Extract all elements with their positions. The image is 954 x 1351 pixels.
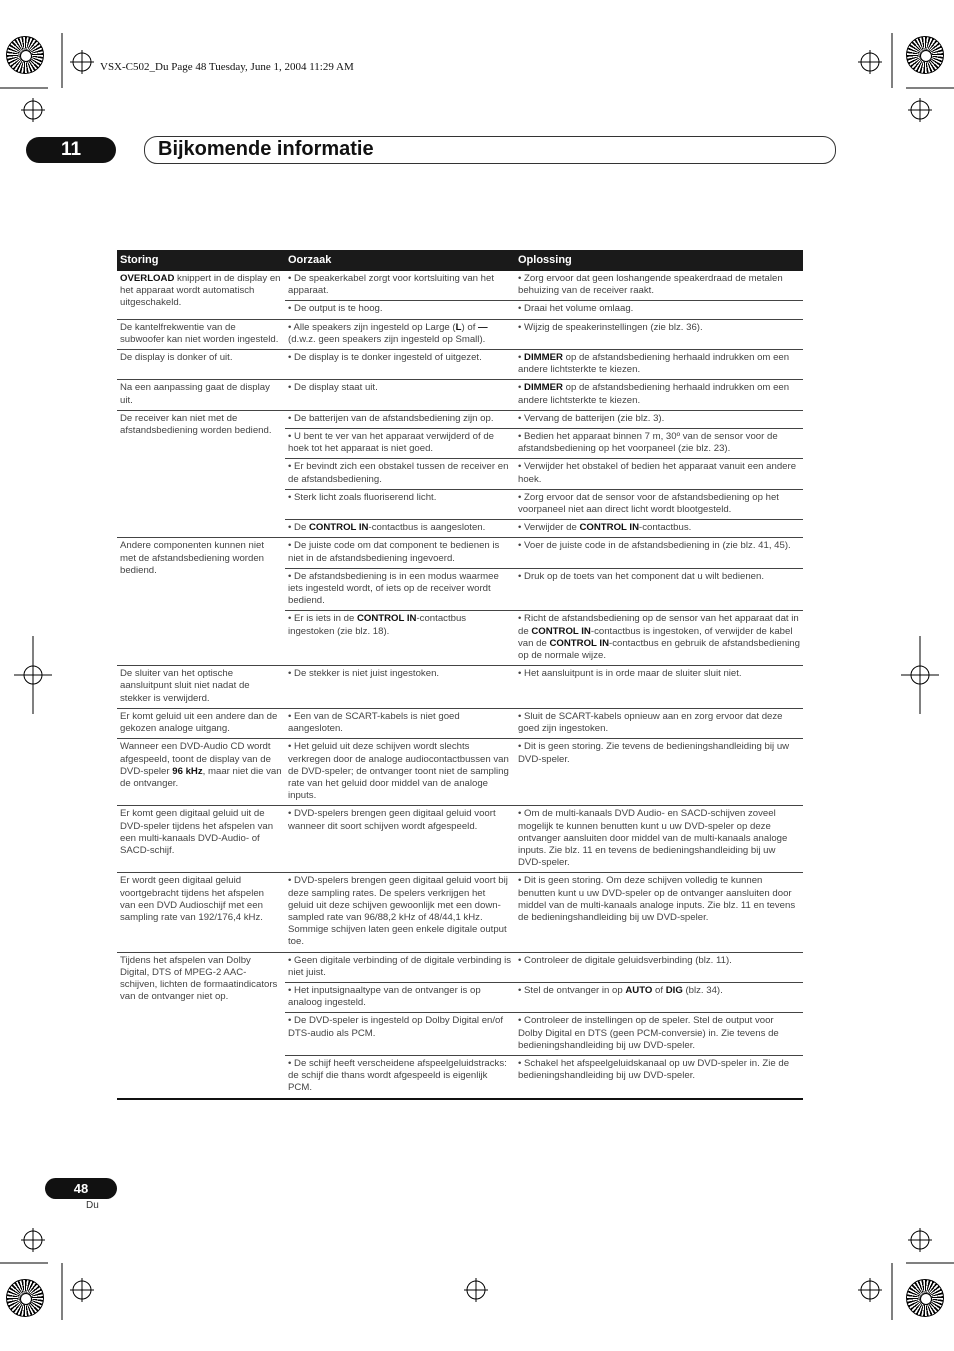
page-language: Du <box>86 1200 99 1211</box>
cell-storing: Wanneer een DVD-Audio CD wordt afgespeeld, toont de display van de DVD-speler 96 kHz, maar niet die van de ontvanger. <box>117 739 285 806</box>
cell-oorzaak: • Het geluid uit deze schijven wordt slechts verkregen door de analoge audiocontactbussen van de DVD-speler; de ontvanger toont niet de sampling rate van het geluid door middel van de analoge inputs. <box>285 739 515 806</box>
cell-oplossing: • Bedien het apparaat binnen 7 m, 30º van de sensor voor de afstandsbediening op het voorpaneel (zie blz. 23). <box>515 429 803 459</box>
table-row <box>117 708 803 738</box>
troubleshooting-table <box>117 250 803 1100</box>
table-row <box>117 806 803 873</box>
cell-storing: Tijdens het afspelen van Dolby Digital, DTS of MPEG-2 AAC-schijven, lichten de formaatindicators van de ontvanger niet op. <box>117 952 285 1099</box>
cell-storing: De receiver kan niet met de afstandsbediening worden bediend. <box>117 410 285 538</box>
cell-oorzaak: • De speakerkabel zorgt voor kortsluiting van het apparaat. <box>285 271 515 301</box>
cell-oplossing: • Schakel het afspeelgeluidskanaal op uw DVD-speler in. Zie de bedieningshandleiding bij uw DVD-speler. <box>515 1055 803 1098</box>
registration-star-mark <box>6 1279 44 1317</box>
table-row <box>117 410 803 428</box>
cell-oplossing: • Verwijder het obstakel of bedien het apparaat vanuit een andere hoek. <box>515 459 803 489</box>
cell-oorzaak: • De batterijen van de afstandsbediening zijn op. <box>285 410 515 428</box>
cell-storing: De display is donker of uit. <box>117 350 285 380</box>
cell-oorzaak: • DVD-spelers brengen geen digitaal geluid voort bij deze sampling rates. De spelers verkrijgen het geluid uit deze schijven gewoonlijk met een down-sampled rate van 96/88,2 kHz of 48/44,1 kHz. Sommige schijven laten geen enkele digitale output toe. <box>285 873 515 952</box>
print-header: VSX-C502_Du Page 48 Tuesday, June 1, 2004 11:29 AM <box>100 61 354 73</box>
table-row <box>117 380 803 410</box>
cell-oplossing: • Sluit de SCART-kabels opnieuw aan en zorg ervoor dat deze goed zijn ingestoken. <box>515 708 803 738</box>
cell-oplossing: • Om de multi-kanaals DVD Audio- en SACD-schijven zoveel mogelijk te kunnen benutten kunt u uw DVD-speler op deze ontvanger aansluiten door middel van de multi-kanaals analoge inputs. Zie blz. 11 en tevens de bedieningshandleiding bij uw DVD-speler. <box>515 806 803 873</box>
cell-oorzaak: • De output is te hoog. <box>285 301 515 319</box>
cell-oorzaak: • De afstandsbediening is in een modus waarmee iets ingesteld wordt, of iets op de receiver wordt bediend. <box>285 568 515 611</box>
cell-oorzaak: • U bent te ver van het apparaat verwijderd of de hoek tot het apparaat is niet goed. <box>285 429 515 459</box>
cell-oplossing: • Voer de juiste code in de afstandsbediening in (zie blz. 41, 45). <box>515 538 803 568</box>
cell-storing: De kantelfrekwentie van de subwoofer kan niet worden ingesteld. <box>117 319 285 349</box>
column-header-storing: Storing <box>117 250 285 271</box>
table-body <box>117 271 803 1099</box>
cell-oorzaak: • Een van de SCART-kabels is niet goed aangesloten. <box>285 708 515 738</box>
cell-oorzaak: • De DVD-speler is ingesteld op Dolby Digital en/of DTS-audio als PCM. <box>285 1013 515 1056</box>
cell-oplossing: • Zorg ervoor dat geen loshangende speakerdraad de metalen behuizing van de receiver raakt. <box>515 271 803 301</box>
cell-oplossing: • Dit is geen storing. Zie tevens de bedieningshandleiding bij uw DVD-speler. <box>515 739 803 806</box>
cell-oorzaak: • Sterk licht zoals fluoriserend licht. <box>285 489 515 519</box>
cell-oplossing: • Verwijder de CONTROL IN-contactbus. <box>515 520 803 538</box>
cell-oplossing: • DIMMER op de afstandsbediening herhaald indrukken om een andere lichtsterkte te kiezen. <box>515 350 803 380</box>
table-row <box>117 952 803 982</box>
cell-storing: De sluiter van het optische aansluitpunt sluit niet nadat de stekker is verwijderd. <box>117 666 285 709</box>
cell-oplossing: • DIMMER op de afstandsbediening herhaald indrukken om een andere lichtsterkte te kiezen. <box>515 380 803 410</box>
cell-oorzaak: • Geen digitale verbinding of de digitale verbinding is niet juist. <box>285 952 515 982</box>
column-header-oplossing: Oplossing <box>515 250 803 271</box>
cell-oorzaak: • Er bevindt zich een obstakel tussen de receiver en de afstandsbediening. <box>285 459 515 489</box>
registration-star-mark <box>906 1279 944 1317</box>
cell-oplossing: • Wijzig de speakerinstellingen (zie blz. 36). <box>515 319 803 349</box>
cell-storing: Er komt geen digitaal geluid uit de DVD-speler tijdens het afspelen van een multi-kanaals DVD-Audio- of SACD-schijf. <box>117 806 285 873</box>
table-row <box>117 271 803 301</box>
registration-star-mark <box>6 36 44 74</box>
cell-oorzaak: • De schijf heeft verscheidene afspeelgeluidstracks: de schijf die thans wordt afgespeeld is eigenlijk PCM. <box>285 1055 515 1098</box>
cell-oplossing: • Zorg ervoor dat de sensor voor de afstandsbediening op het voorpaneel niet aan direct licht wordt blootgesteld. <box>515 489 803 519</box>
cell-oplossing: • Dit is geen storing. Om deze schijven volledig te kunnen benutten kunt u uw DVD-speler op de ontvanger aansluiten door middel van de multi-kanaals analoge inputs. Zie blz. 11 en tevens de bedieningshandleiding bij uw DVD-speler. <box>515 873 803 952</box>
cell-storing: OVERLOAD knippert in de display en het apparaat wordt automatisch uitgeschakeld. <box>117 271 285 319</box>
cell-oplossing: • Het aansluitpunt is in orde maar de sluiter sluit niet. <box>515 666 803 709</box>
chapter-title: Bijkomende informatie <box>158 138 374 160</box>
cell-oplossing: • Stel de ontvanger in op AUTO of DIG (blz. 34). <box>515 982 803 1012</box>
column-header-oorzaak: Oorzaak <box>285 250 515 271</box>
cell-storing: Na een aanpassing gaat de display uit. <box>117 380 285 410</box>
table-row <box>117 350 803 380</box>
cell-oplossing: • Richt de afstandsbediening op de sensor van het apparaat dat in de CONTROL IN-contactbus is ingestoken, of verwijder de kabel van de CONTROL IN-contactbus en gebruik de afstandsbediening op de normale wijze. <box>515 611 803 666</box>
cell-oorzaak: • Het inputsignaaltype van de ontvanger is op analoog ingesteld. <box>285 982 515 1012</box>
cell-storing: Er komt geluid uit een andere dan de gekozen analoge uitgang. <box>117 708 285 738</box>
cell-oorzaak: • De display staat uit. <box>285 380 515 410</box>
cell-oplossing: • Controleer de digitale geluidsverbinding (blz. 11). <box>515 952 803 982</box>
table-header-row <box>117 250 803 271</box>
cell-oorzaak: • De juiste code om dat component te bedienen is niet in de afstandsbediening ingevoerd. <box>285 538 515 568</box>
cell-oorzaak: • De display is te donker ingesteld of uitgezet. <box>285 350 515 380</box>
cell-oorzaak: • DVD-spelers brengen geen digitaal geluid voort wanneer dit soort schijven wordt afgespeeld. <box>285 806 515 873</box>
page-number-badge: 48 <box>45 1178 117 1199</box>
table-row <box>117 666 803 709</box>
registration-star-mark <box>906 36 944 74</box>
cell-oplossing: • Druk op de toets van het component dat u wilt bedienen. <box>515 568 803 611</box>
cell-oplossing: • Draai het volume omlaag. <box>515 301 803 319</box>
cell-oplossing: • Vervang de batterijen (zie blz. 3). <box>515 410 803 428</box>
cell-oorzaak: • De stekker is niet juist ingestoken. <box>285 666 515 709</box>
cell-oorzaak: • Alle speakers zijn ingesteld op Large (L) of — (d.w.z. geen speakers zijn ingesteld op Small). <box>285 319 515 349</box>
table-row <box>117 538 803 568</box>
cell-oorzaak: • De CONTROL IN-contactbus is aangesloten. <box>285 520 515 538</box>
table-row <box>117 319 803 349</box>
cell-oorzaak: • Er is iets in de CONTROL IN-contactbus ingestoken (zie blz. 18). <box>285 611 515 666</box>
cell-storing: Andere componenten kunnen niet met de afstandsbediening worden bediend. <box>117 538 285 666</box>
cell-storing: Er wordt geen digitaal geluid voortgebracht tijdens het afspelen van een DVD Audioschijf met een sampling rate van 192/176,4 kHz. <box>117 873 285 952</box>
cell-oplossing: • Controleer de instellingen op de speler. Stel de output voor Dolby Digital en DTS (geen PCM-conversie) in. Zie tevens de bedieningshandleiding bij uw DVD-speler. <box>515 1013 803 1056</box>
table-row <box>117 739 803 806</box>
table-row <box>117 873 803 952</box>
chapter-number-badge: 11 <box>26 137 116 163</box>
